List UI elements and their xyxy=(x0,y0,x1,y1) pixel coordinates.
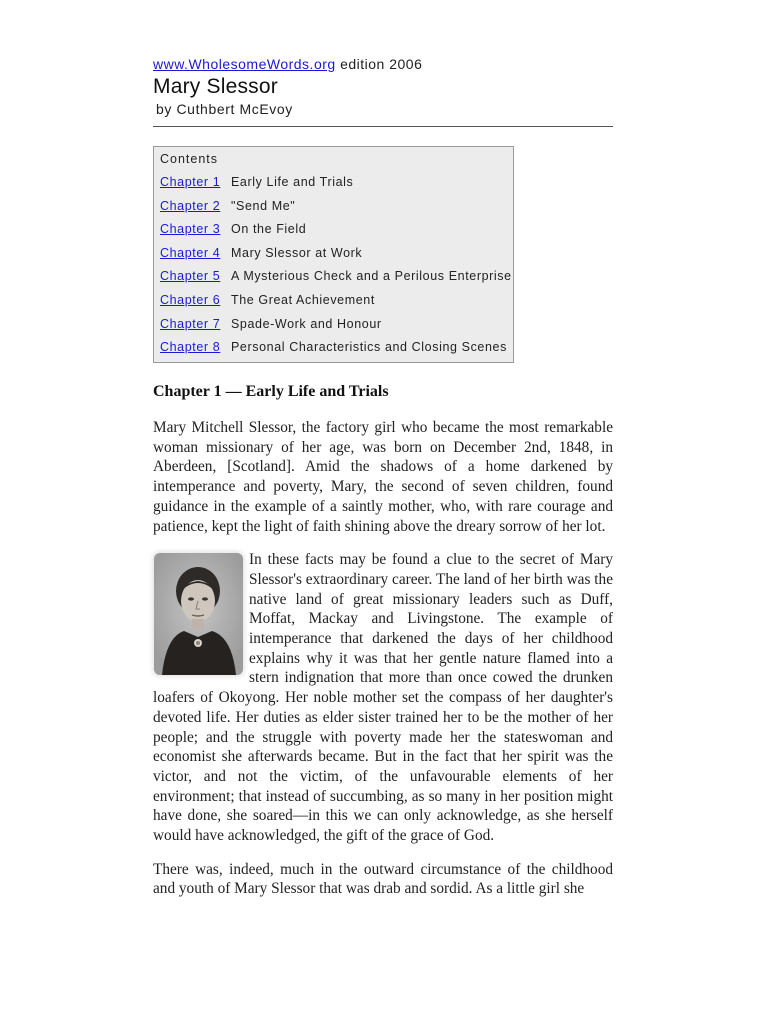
document-title: Mary Slessor xyxy=(153,75,278,98)
portrait-illustration xyxy=(154,553,243,675)
toc-link-chapter-7[interactable]: Chapter 7 xyxy=(160,316,221,331)
toc-link-chapter-4[interactable]: Chapter 4 xyxy=(160,245,221,260)
paragraph-with-portrait xyxy=(153,550,613,846)
site-link[interactable]: www.WholesomeWords.org xyxy=(153,56,336,72)
toc-item xyxy=(160,340,507,364)
byline: by Cuthbert McEvoy xyxy=(156,101,293,117)
toc-item xyxy=(160,175,507,199)
source-line xyxy=(153,55,613,73)
toc-item xyxy=(160,222,507,246)
chapter-heading: Chapter 1 — Early Life and Trials xyxy=(153,383,389,400)
toc-link-chapter-6[interactable]: Chapter 6 xyxy=(160,292,221,307)
portrait-image xyxy=(154,553,243,675)
toc-title: Spade-Work and Honour xyxy=(231,316,382,331)
toc-heading: Contents xyxy=(160,152,219,166)
toc-link-chapter-8[interactable]: Chapter 8 xyxy=(160,340,221,355)
document-content xyxy=(153,55,613,899)
toc-title: "Send Me" xyxy=(231,198,296,213)
paragraph: Mary Mitchell Slessor, the factory girl who became the most remarkable woman missionary of her age, was born on December 2nd, 1848, in Aberdeen, [Scotland]. Amid the shadows of a home darkened by intemperance and poverty, Mary, the second of seven children, found guidance in the example of a saintly mother, who, with rare courage and patience, kept the light of faith shining above the dreary sorrow of her lot. xyxy=(153,419,613,535)
toc-link-chapter-1[interactable]: Chapter 1 xyxy=(160,175,221,189)
toc-title: The Great Achievement xyxy=(231,292,375,307)
toc-link-chapter-2[interactable]: Chapter 2 xyxy=(160,198,221,213)
toc-item xyxy=(160,246,507,270)
toc-link-chapter-5[interactable]: Chapter 5 xyxy=(160,269,221,284)
table-of-contents xyxy=(153,146,514,363)
toc-item xyxy=(160,293,507,317)
toc-title: Personal Characteristics and Closing Scenes xyxy=(231,340,507,355)
paragraph: There was, indeed, much in the outward circumstance of the childhood and youth of Mary Slessor that was drab and sordid. As a little girl she xyxy=(153,860,613,898)
toc-item xyxy=(160,317,507,341)
header-divider xyxy=(153,126,613,127)
toc-link-chapter-3[interactable]: Chapter 3 xyxy=(160,222,221,237)
toc-title: On the Field xyxy=(231,222,307,237)
toc-title: A Mysterious Check and a Perilous Enterprise xyxy=(231,269,512,284)
edition-text: edition 2006 xyxy=(335,56,423,72)
toc-title: Mary Slessor at Work xyxy=(231,245,363,260)
toc-item xyxy=(160,269,512,293)
toc-title: Early Life and Trials xyxy=(231,175,354,189)
paragraph: In these facts may be found a clue to the secret of Mary Slessor's extraordinary career. The land of her birth was the native land of great missionary leaders such as Duff, Moffat, Mackay and Livingstone. The example of intemperance that darkened the days of her childhood explains why it was that her gentle nature flamed into a stern indignation that more than once cowed the drunken loafers of Okoyong. Her noble mother set the compass of her daughter's devoted life. Her duties as elder sister trained her to be the mother of her people; and the struggle with poverty made her the stateswoman and economist she afterwards became. But in the fact that her spirit was the victor, and not the victim, of the unfavourable elements of her environment; that instead of succumbing, as so many in her position might have done, she soared—in this we can only acknowledge, as she herself would have acknowledged, the gift of the grace of God. xyxy=(153,551,613,845)
toc-item xyxy=(160,199,507,223)
